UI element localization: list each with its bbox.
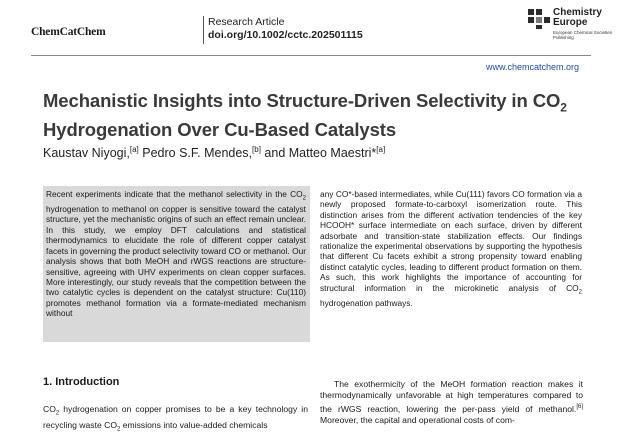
author-3-affiliation: [a] — [376, 145, 386, 154]
header-divider — [203, 16, 204, 44]
article-title — [43, 90, 603, 140]
author-2: Pedro S.F. Mendes, — [138, 146, 253, 161]
author-1-affiliation: [a] — [129, 145, 139, 154]
author-list — [43, 145, 385, 160]
journal-name: ChemCatChem — [31, 26, 106, 38]
publisher-name-line1: Chemistry — [553, 7, 602, 18]
journal-website-link[interactable]: www.chemcatchem.org — [485, 62, 579, 72]
abstract-text: hydrogenation pathways. — [320, 297, 413, 308]
header-rule — [31, 55, 591, 56]
chemistry-europe-logo-icon — [527, 8, 551, 30]
body-text: The exothermicity of the MeOH formation reaction makes it thermodynamically unfavorable at high temperatures compared to the rWGS reaction, lowering the per-pass yield of methanol. — [320, 379, 583, 414]
title-subscript: 2 — [560, 100, 567, 115]
body-text: hydrogenation on copper promises to be a key technology in recycling waste CO — [43, 404, 308, 431]
doi-link[interactable]: doi.org/10.1002/cctc.202501115 — [208, 29, 363, 41]
intro-left-column — [43, 404, 308, 436]
publisher-name — [553, 8, 602, 28]
title-line1: Mechanistic Insights into Structure-Driven Selectivity in CO — [43, 90, 561, 111]
author-3: and Matteo Maestri* — [260, 146, 377, 161]
body-text: emissions into value-added chemicals — [120, 420, 268, 431]
intro-right-column — [320, 379, 583, 426]
body-text: Moreover, the capital and operational costs of com- — [320, 415, 515, 426]
author-2-affiliation: [b] — [252, 145, 261, 154]
abstract-text: hydrogenation to methanol on copper is sensitive toward the catalyst structure, yet the mechanistic origins of such an effect remain unclear. In this study, we employ DFT calculations and statistical thermodynamics to elucidate the role of different copper catalyst facets in governing the product selectivity toward CO or methanol. Our analysis shows that both MeOH and rWGS reactions are structure-sensitive, agreeing with UHV experiments on clean copper surfaces. More interestingly, our study reveals that the competition between the two catalytic cycles is dependent on the catalyst structure: Cu(110) promotes methanol formation via a formate-mediated mechanism without — [46, 204, 306, 319]
article-type: Research Article — [208, 16, 285, 28]
publisher-subtitle: European Chemical Societies Publishing — [553, 30, 613, 40]
abstract-subscript: 2 — [578, 289, 582, 296]
publisher-name-line2: Europe — [553, 17, 588, 28]
citation-reference[interactable]: [6] — [576, 403, 583, 410]
abstract-text: any CO*-based intermediates, while Cu(111) favors CO formation via a newly proposed formate-to-carboxyl isomerization route. This distinction arises from the different activation tendencies of the key HCOOH* surface intermediate on each surface, driven by different adsorbate and transition-state stabilization effects. Our findings rationalize the experimental observations by supporting the hypothesis that different Cu facets exhibit a strong propensity toward enabling distinct catalytic cycles, leading to different product formation on them. As such, this work highlights the importance of accounting for structural information in the microkinetic analysis of CO — [320, 189, 582, 293]
body-subscript: 2 — [55, 410, 60, 417]
author-1: Kaustav Niyogi, — [43, 146, 130, 161]
abstract-text: Recent experiments indicate that the methanol selectivity in the CO — [46, 189, 303, 199]
abstract-right-column — [320, 189, 582, 308]
abstract-left-column — [46, 189, 306, 319]
section-heading: 1. Introduction — [43, 376, 120, 388]
body-text: CO — [43, 404, 56, 414]
abstract-subscript: 2 — [302, 195, 306, 202]
body-subscript: 2 — [117, 426, 121, 433]
title-line2: Hydrogenation Over Cu-Based Catalysts — [43, 118, 397, 140]
